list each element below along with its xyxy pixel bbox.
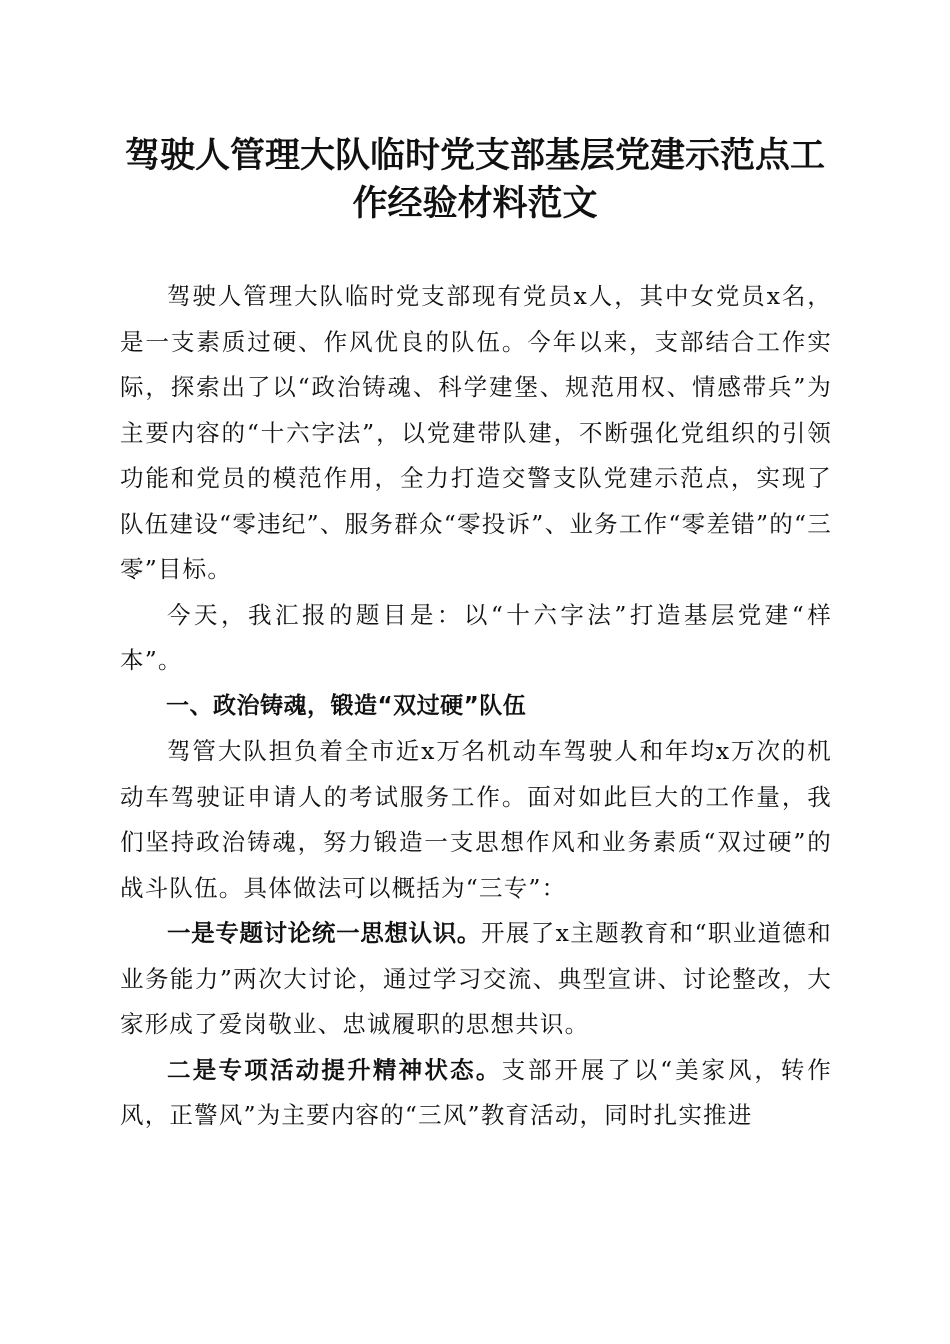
paragraph-section-1-intro [120, 729, 832, 911]
title-line-1: 驾驶人管理大队临时党支部基层党建示范点工 [124, 135, 825, 176]
paragraph-text: 驾管大队担负着全市近x万名机动车驾驶人和年均x万次的机动车驾驶证申请人的考试服务工作。面对如此巨大的工作量，我们坚持政治铸魂，努力锻造一支思想作风和业务素质“双过硬”的战斗队伍。具体做法可以概括为“三专”： [120, 737, 832, 902]
paragraph-lead: 二是专项活动提升精神状态。 [167, 1055, 502, 1084]
paragraph-text: 驾驶人管理大队临时党支部现有党员x人，其中女党员x名，是一支素质过硬、作风优良的队伍。今年以来，支部结合工作实际，探索出了以“政治铸魂、科学建堡、规范用权、情感带兵”为主要内容的“十六字法”，以党建带队建，不断强化党组织的引领功能和党员的模范作用，全力打造交警支队党建示范点，实现了队伍建设“零违纪”、服务群众“零投诉”、业务工作“零差错”的“三零”目标。 [120, 282, 832, 583]
paragraph-intro [120, 274, 832, 593]
paragraph-lead: 一是专题讨论统一思想认识。 [167, 919, 482, 947]
paragraph-text: 今天，我汇报的题目是：以“十六字法”打造基层党建“样本”。 [120, 600, 832, 674]
title-line-2: 作经验材料范文 [352, 183, 598, 224]
paragraph-point-2 [120, 1048, 832, 1139]
paragraph-point-1 [120, 911, 832, 1048]
paragraph-report-topic [120, 593, 832, 684]
paragraph-text: 支部开展了以“美家风，转作风，正警风”为主要内容的“三风”教育活动，同时扎实推进 [120, 1055, 832, 1129]
document-body [120, 274, 832, 1139]
document-title [110, 132, 840, 228]
paragraph-text: 开展了x主题教育和“职业道德和业务能力”两次大讨论，通过学习交流、典型宣讲、讨论整改，大家形成了爱岗敬业、忠诚履职的思想共识。 [120, 919, 832, 1038]
section-heading-1: 一、政治铸魂，锻造“双过硬”队伍 [166, 692, 527, 719]
